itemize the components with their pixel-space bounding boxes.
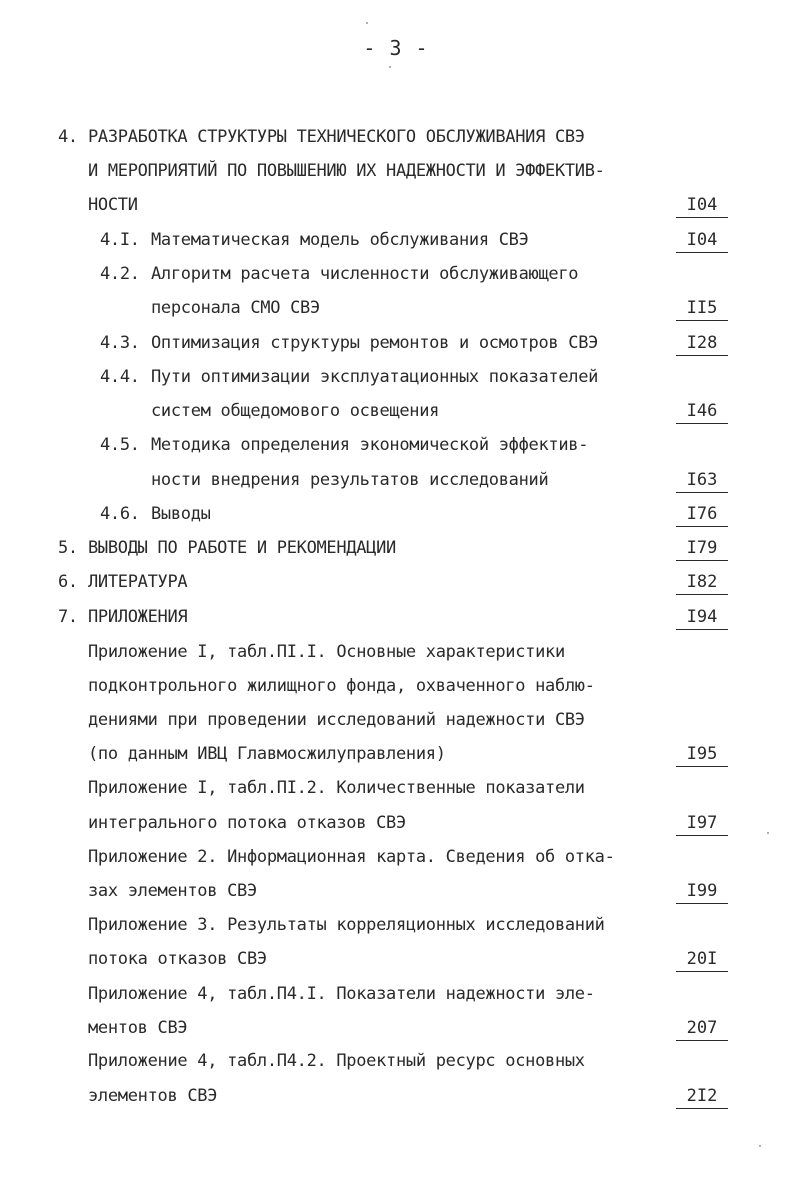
appendix-1-page: I95: [676, 743, 728, 767]
appendix-2-line-1: Приложение I, табл.ПI.2. Количественные показатели: [88, 778, 585, 798]
toc-item-4-2-page: II5: [676, 297, 728, 321]
toc-item-4-1-line-1: Математическая модель обслуживания СВЭ: [151, 230, 529, 250]
toc-item-4-line-1: РАЗРАБОТКА СТРУКТУРЫ ТЕХНИЧЕСКОГО ОБСЛУЖИВАНИЯ СВЭ: [88, 127, 585, 147]
toc-item-4-page: I04: [676, 194, 728, 218]
toc-item-5-number: 5.: [58, 538, 78, 558]
toc-item-4-5-line-2: ности внедрения результатов исследований: [151, 470, 549, 490]
toc-item-4-4-line-1: Пути оптимизации эксплуатационных показателей: [151, 367, 599, 387]
appendix-6-line-1: Приложение 4, табл.П4.2. Проектный ресурс основных: [88, 1051, 585, 1071]
toc-item-4-5-page: I63: [676, 469, 728, 493]
appendix-3-page: I99: [676, 880, 728, 904]
appendix-2-page: I97: [676, 812, 728, 836]
toc-item-4-4-line-2: систем общедомового освещения: [151, 401, 440, 421]
appendix-4-line-1: Приложение 3. Результаты корреляционных исследований: [88, 915, 605, 935]
toc-item-4-2-line-2: персонала СМО СВЭ: [151, 298, 320, 318]
scan-speck: [767, 832, 769, 834]
appendix-3-line-1: Приложение 2. Информационная карта. Сведения об отка-: [88, 847, 615, 867]
toc-item-4-5-line-1: Методика определения экономической эффектив-: [151, 435, 589, 455]
toc-item-4-3-line-1: Оптимизация структуры ремонтов и осмотров СВЭ: [151, 333, 599, 353]
toc-item-7-line-1: ПРИЛОЖЕНИЯ: [88, 607, 188, 627]
toc-item-4-6-page: I76: [676, 503, 728, 527]
toc-item-4-1-page: I04: [676, 229, 728, 253]
appendix-4-page: 20I: [676, 948, 728, 972]
toc-item-4-3-page: I28: [676, 332, 728, 356]
toc-item-4-3-number: 4.3.: [100, 333, 140, 353]
toc-item-6-line-1: ЛИТЕРАТУРА: [88, 572, 188, 592]
page-number: - 3 -: [363, 36, 429, 60]
appendix-1-line-1: Приложение I, табл.ПI.I. Основные характеристики: [88, 642, 565, 662]
toc-item-5-line-1: ВЫВОДЫ ПО РАБОТЕ И РЕКОМЕНДАЦИИ: [88, 538, 396, 558]
appendix-5-line-1: Приложение 4, табл.П4.I. Показатели надежности эле-: [88, 984, 595, 1004]
toc-item-4-5-number: 4.5.: [100, 435, 140, 455]
appendix-1-line-3: дениями при проведении исследований надежности СВЭ: [88, 710, 585, 730]
toc-item-4-line-2: И МЕРОПРИЯТИЙ ПО ПОВЫШЕНИЮ ИХ НАДЕЖНОСТИ И ЭФФЕКТИВ-: [88, 161, 605, 181]
scan-speck: [759, 1145, 761, 1147]
appendix-1-line-4: (по данным ИВЦ Главмосжилуправления): [88, 744, 446, 764]
toc-item-4-1-number: 4.I.: [100, 230, 140, 250]
toc-item-4-2-line-1: Алгоритм расчета численности обслуживающего: [151, 264, 579, 284]
appendix-5-line-2: ментов СВЭ: [88, 1018, 188, 1038]
toc-item-6-page: I82: [676, 571, 728, 595]
toc-item-4-2-number: 4.2.: [100, 264, 140, 284]
appendix-6-line-2: элементов СВЭ: [88, 1086, 218, 1106]
toc-item-4-6-line-1: Выводы: [151, 504, 211, 524]
appendix-5-page: 207: [676, 1017, 728, 1041]
scan-speck: [366, 22, 368, 24]
appendix-4-line-2: потока отказов СВЭ: [88, 949, 267, 969]
appendix-6-page: 2I2: [676, 1085, 728, 1109]
scan-speck: [389, 66, 391, 68]
toc-item-7-page: I94: [676, 606, 728, 630]
toc-item-7-number: 7.: [58, 607, 78, 627]
toc-item-4-line-3: НОСТИ: [88, 195, 138, 215]
toc-item-4-4-number: 4.4.: [100, 367, 140, 387]
toc-item-4-4-page: I46: [676, 400, 728, 424]
appendix-3-line-2: зах элементов СВЭ: [88, 881, 257, 901]
toc-item-5-page: I79: [676, 537, 728, 561]
appendix-2-line-2: интегрального потока отказов СВЭ: [88, 813, 406, 833]
toc-item-4-6-number: 4.6.: [100, 504, 140, 524]
appendix-1-line-2: подконтрольного жилищного фонда, охваченного наблю-: [88, 676, 595, 696]
toc-item-4-number: 4.: [58, 127, 78, 147]
toc-item-6-number: 6.: [58, 572, 78, 592]
